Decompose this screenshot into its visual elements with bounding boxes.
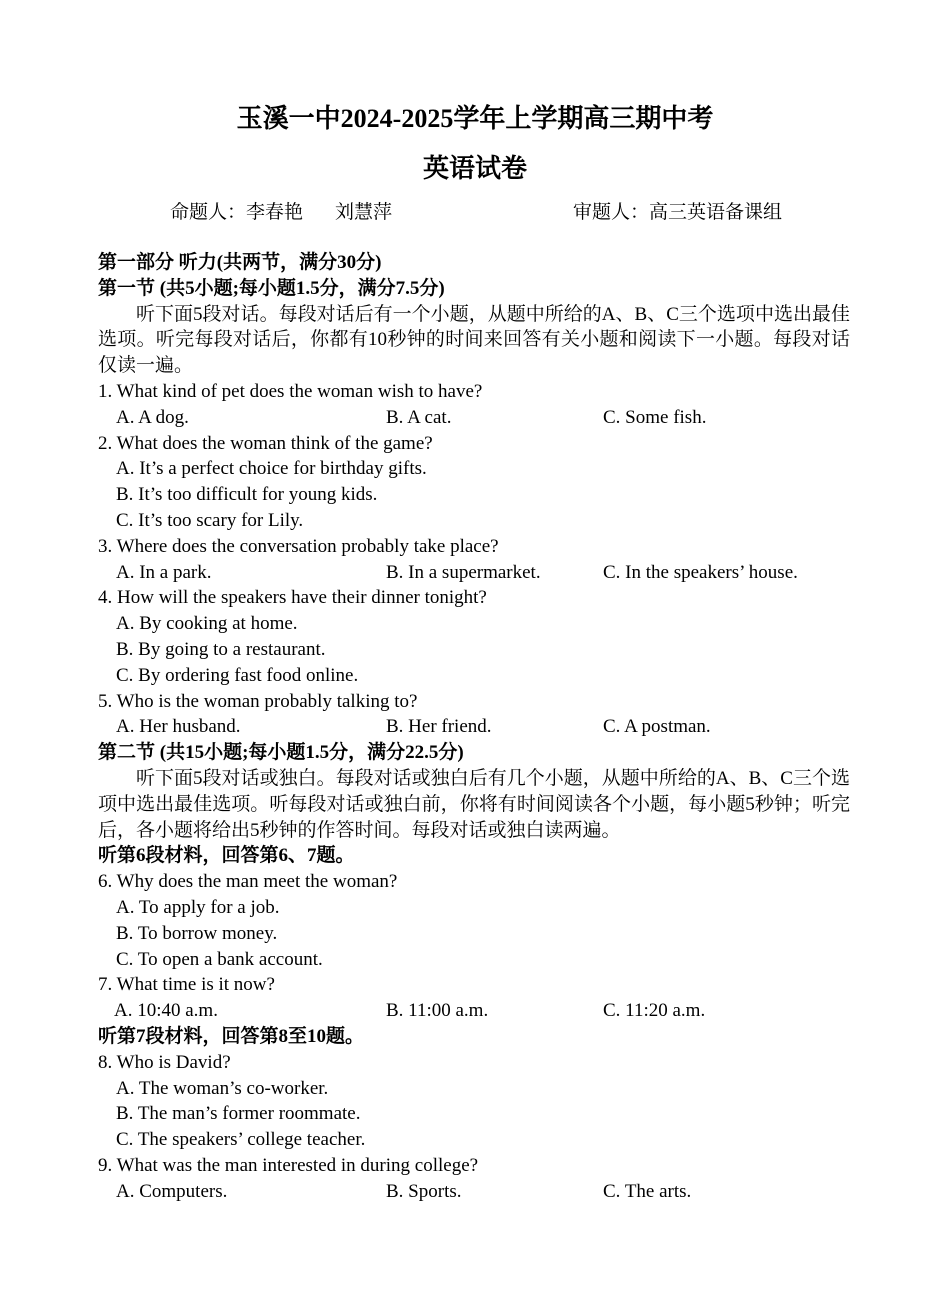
q5-option-b: B. Her friend. <box>386 716 492 738</box>
question-6: 6. Why does the man meet the woman? <box>98 871 398 893</box>
exam-subtitle: 英语试卷 <box>422 154 527 183</box>
q5-option-a: A. Her husband. <box>116 716 241 738</box>
q7-option-c: C. 11:20 a.m. <box>603 1000 706 1022</box>
q4-option-b: B. By going to a restaurant. <box>116 638 326 660</box>
section2-heading: 第二节 (共15小题;每小题1.5分，满分22.5分) <box>98 742 464 764</box>
question-2: 2. What does the woman think of the game? <box>98 432 433 454</box>
authors-line <box>170 197 392 224</box>
reviewer-line: 审题人：高三英语备课组 <box>573 202 783 223</box>
question-1: 1. What kind of pet does the woman wish to have? <box>98 380 483 402</box>
q4-option-c: C. By ordering fast food online. <box>116 664 359 686</box>
q9-option-b: B. Sports. <box>386 1180 462 1202</box>
question-1-options <box>98 405 850 431</box>
q6-option-a: A. To apply for a job. <box>116 896 280 918</box>
question-5-options <box>98 714 850 740</box>
part1-heading: 第一部分 听力(共两节，满分30分) <box>98 252 382 273</box>
material-6-heading: 听第6段材料，回答第6、7题。 <box>98 845 355 867</box>
q2-option-b: B. It’s too difficult for young kids. <box>116 484 378 506</box>
q5-option-c: C. A postman. <box>603 716 711 738</box>
q1-option-a: A. A dog. <box>116 406 189 428</box>
author-2: 刘慧萍 <box>335 202 393 223</box>
exam-title: 玉溪一中2024-2025学年上学期高三期中考 <box>236 104 714 133</box>
question-9-options <box>98 1179 850 1205</box>
question-4: 4. How will the speakers have their dinner tonight? <box>98 587 487 609</box>
q8-option-c: C. The speakers’ college teacher. <box>116 1129 366 1151</box>
q7-option-b: B. 11:00 a.m. <box>386 1000 489 1022</box>
q8-option-a: A. The woman’s co-worker. <box>116 1077 329 1099</box>
question-3-options <box>98 560 850 586</box>
q2-option-c: C. It’s too scary for Lily. <box>116 509 304 531</box>
q3-option-a: A. In a park. <box>116 561 212 583</box>
q3-option-c: C. In the speakers’ house. <box>603 561 798 583</box>
question-9: 9. What was the man interested in during college? <box>98 1154 479 1176</box>
q1-option-c: C. Some fish. <box>603 406 707 428</box>
question-3: 3. Where does the conversation probably take place? <box>98 535 499 557</box>
question-8: 8. Who is David? <box>98 1051 231 1073</box>
question-7: 7. What time is it now? <box>98 974 275 996</box>
q1-option-b: B. A cat. <box>386 406 452 428</box>
question-7-options <box>98 998 850 1024</box>
material-7-heading: 听第7段材料，回答第8至10题。 <box>98 1025 365 1047</box>
q7-option-a: A. 10:40 a.m. <box>114 1000 218 1022</box>
q2-option-a: A. It’s a perfect choice for birthday gifts. <box>116 458 427 480</box>
q4-option-a: A. By cooking at home. <box>116 613 298 635</box>
question-5: 5. Who is the woman probably talking to? <box>98 690 418 712</box>
section1-instructions: 听下面5段对话。每段对话后有一个小题，从题中所给的A、B、C三个选项中选出最佳选项。听完每段对话后，你都有10秒钟的时间来回答有关小题和阅读下一小题。每段对话仅读一遍。 <box>98 303 850 377</box>
q9-option-a: A. Computers. <box>116 1180 228 1202</box>
q8-option-b: B. The man’s former roommate. <box>116 1103 361 1125</box>
section1-heading: 第一节 (共5小题;每小题1.5分，满分7.5分) <box>98 277 445 299</box>
q6-option-c: C. To open a bank account. <box>116 948 323 970</box>
q6-option-b: B. To borrow money. <box>116 922 278 944</box>
exam-content <box>98 250 850 1204</box>
authors-label: 命题人：李春艳 <box>170 202 304 223</box>
q3-option-b: B. In a supermarket. <box>386 561 541 583</box>
q9-option-c: C. The arts. <box>603 1180 692 1202</box>
section2-instructions: 听下面5段对话或独白。每段对话或独白后有几个小题，从题中所给的A、B、C三个选项中选出最佳选项。听每段对话或独白前，你将有时间阅读各个小题，每小题5秒钟；听完后，各小题将给出5秒钟的作答时间。每段对话或独白读两遍。 <box>98 767 850 841</box>
